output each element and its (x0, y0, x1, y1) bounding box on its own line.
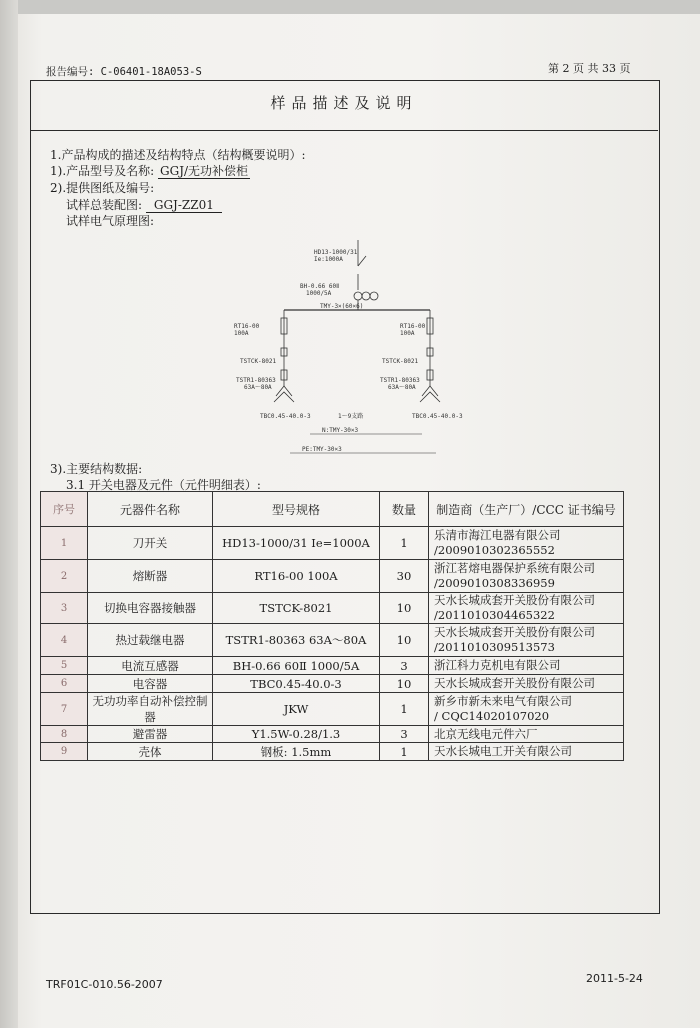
table-header-row (41, 492, 624, 527)
table-row (41, 527, 624, 560)
row-number: 7 (41, 693, 88, 726)
manufacturer (429, 726, 624, 743)
quantity: 10 (380, 675, 429, 693)
ccc-cert-number: /2011010304465322 (434, 608, 555, 622)
switch-rating-label: Ie:1000A (314, 256, 343, 263)
product-line (50, 162, 250, 179)
manufacturer-name: 天水长城成套开关股份有限公司 (434, 676, 595, 690)
right-capacitor-label: TBC0.45-40.0-3 (412, 413, 463, 420)
ccc-cert-number: / CQC14020107020 (434, 709, 550, 723)
table-row (41, 726, 624, 743)
section3-heading: 3).主要结构数据: (50, 462, 143, 476)
table-row (41, 560, 624, 593)
component-name: 避雷器 (88, 726, 213, 743)
right-relay-label: TSTR1-80363 (380, 377, 420, 384)
parts-table (40, 491, 624, 761)
assembly-drawing-label: 试样总装配图: (66, 198, 143, 212)
right-fuse-rating-label: 100A (400, 330, 415, 337)
manufacturer (429, 624, 624, 657)
report-number: 报告编号: C-06401-18A053-S (46, 66, 202, 78)
manufacturer-name: 北京无线电元件六厂 (434, 726, 538, 741)
knife-switch-symbol (358, 256, 366, 266)
row-number: 8 (41, 726, 88, 743)
section1-heading: 1.产品构成的描述及结构特点（结构概要说明）: (50, 148, 306, 162)
left-fuse-rating-label: 100A (234, 330, 249, 337)
ct-label: BH-0.66 60Ⅱ (300, 283, 340, 290)
left-relay-label: TSTR1-80363 (236, 377, 276, 384)
component-name: 电流互感器 (88, 657, 213, 675)
row-number: 5 (41, 657, 88, 675)
model-spec: RT16-00 100A (213, 560, 380, 593)
quantity: 1 (380, 693, 429, 726)
component-name: 刀开关 (88, 527, 213, 560)
manufacturer (429, 527, 624, 560)
model-spec: 钢板: 1.5mm (213, 743, 380, 761)
left-capacitor-label: TBC0.45-40.0-3 (260, 413, 311, 420)
row-number: 3 (41, 593, 88, 624)
switch-label: HD13-1000/31 (314, 249, 358, 256)
table-row (41, 693, 624, 726)
right-capacitor-symbol (420, 386, 440, 402)
ccc-cert-number: /2009010308336959 (434, 576, 555, 590)
ccc-cert-number: /2009010302365552 (434, 543, 555, 557)
component-name: 壳体 (88, 743, 213, 761)
left-relay-rating-label: 63A～80A (244, 384, 272, 391)
component-name: 电容器 (88, 675, 213, 693)
ct-symbol-3 (370, 292, 378, 300)
manufacturer-name: 天水长城电工开关有限公司 (434, 744, 572, 758)
page-info: 第 2 页 共 33 页 (548, 62, 631, 75)
right-contactor-label: TSTCK-8021 (382, 358, 419, 365)
manufacturer-name: 新乡市新未来电气有限公司 (434, 694, 572, 708)
table-row (41, 593, 624, 624)
quantity: 3 (380, 726, 429, 743)
manufacturer (429, 657, 624, 675)
model-spec: BH-0.66 60Ⅱ 1000/5A (213, 657, 380, 675)
header-component: 元器件名称 (88, 492, 213, 527)
right-relay-rating-label: 63A～80A (388, 384, 416, 391)
assembly-drawing-line (66, 196, 222, 213)
component-name: 切换电容器接触器 (88, 593, 213, 624)
component-name: 热过载继电器 (88, 624, 213, 657)
left-contactor-label: TSTCK-8021 (240, 358, 277, 365)
manufacturer (429, 593, 624, 624)
row-number: 9 (41, 743, 88, 761)
scan-top-edge (0, 0, 700, 14)
manufacturer (429, 693, 624, 726)
ct-rating-label: 1000/5A (306, 290, 332, 297)
left-fuse-label: RT16-00 (234, 323, 260, 330)
title-band (30, 80, 658, 131)
n-bus-label: N:TMY-30×3 (322, 427, 359, 434)
ct-symbol-1 (354, 292, 362, 300)
table-row (41, 743, 624, 761)
schematic-label: 试样电气原理图: (66, 214, 155, 228)
row-number: 6 (41, 675, 88, 693)
row-number: 4 (41, 624, 88, 657)
manufacturer (429, 675, 624, 693)
component-name: 无功功率自动补偿控制器 (88, 693, 213, 726)
scan-binding-gutter (0, 0, 18, 1028)
left-capacitor-symbol (274, 386, 294, 402)
ct-symbol-2 (362, 292, 370, 300)
report-date: 2011-5-24 (586, 972, 643, 985)
page-title: 样品描述及说明 (270, 94, 418, 112)
quantity: 10 (380, 624, 429, 657)
manufacturer-name: 天水长城成套开关股份有限公司 (434, 593, 595, 607)
form-number: TRF01C-010.56-2007 (46, 978, 163, 991)
header-maker: 制造商（生产厂）/CCC 证书编号 (429, 492, 624, 527)
model-spec: HD13-1000/31 Ie=1000A (213, 527, 380, 560)
manufacturer-name: 天水长城成套开关股份有限公司 (434, 625, 595, 639)
branch-note: 1～9支路 (338, 413, 364, 420)
quantity: 1 (380, 527, 429, 560)
model-spec: Y1.5W-0.28/1.3 (213, 726, 380, 743)
manufacturer-name: 乐清市海江电器有限公司 (434, 528, 561, 542)
product-value: GGJ/无功补偿柜 (160, 164, 249, 178)
manufacturer-name: 浙江科力克机电有限公司 (434, 658, 561, 672)
electrical-schematic (230, 236, 500, 458)
model-spec: JKW (213, 693, 380, 726)
pe-bus-label: PE:TMY-30×3 (302, 446, 342, 453)
component-name: 熔断器 (88, 560, 213, 593)
quantity: 10 (380, 593, 429, 624)
quantity: 30 (380, 560, 429, 593)
table-row (41, 624, 624, 657)
drawings-label: 2).提供图纸及编号: (50, 181, 155, 195)
model-spec: TSTR1-80363 63A～80A (213, 624, 380, 657)
table-row (41, 657, 624, 675)
manufacturer (429, 743, 624, 761)
header-model: 型号规格 (213, 492, 380, 527)
header-qty: 数量 (380, 492, 429, 527)
quantity: 3 (380, 657, 429, 675)
model-spec: TBC0.45-40.0-3 (213, 675, 380, 693)
section3-subheading: 3.1 开关电器及元件（元件明细表）: (66, 478, 261, 492)
model-spec: TSTCK-8021 (213, 593, 380, 624)
table-row (41, 675, 624, 693)
assembly-drawing-value: GGJ-ZZ01 (146, 198, 222, 213)
row-number: 1 (41, 527, 88, 560)
right-fuse-label: RT16-00 (400, 323, 426, 330)
product-label: 1).产品型号及名称: (50, 164, 155, 178)
bus-label: TMY-3×(60×6) (320, 303, 364, 310)
header-no: 序号 (41, 492, 88, 527)
quantity: 1 (380, 743, 429, 761)
row-number: 2 (41, 560, 88, 593)
ccc-cert-number: /2011010309513573 (434, 640, 555, 654)
manufacturer (429, 560, 624, 593)
manufacturer-name: 浙江茗熔电器保护系统有限公司 (434, 561, 595, 575)
